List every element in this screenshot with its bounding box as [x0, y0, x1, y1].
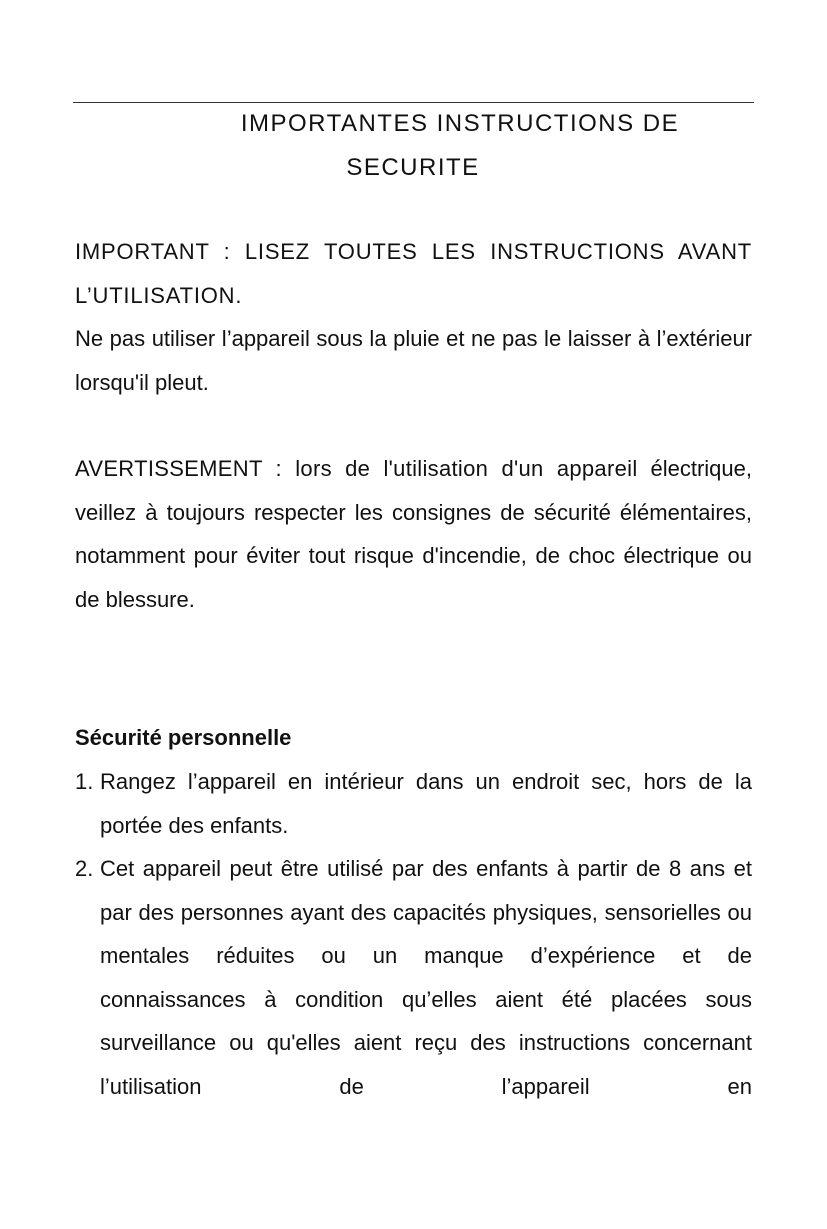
personal-safety-heading: Sécurité personnelle [75, 725, 292, 750]
page-title-line-1: IMPORTANTES INSTRUCTIONS DE [240, 110, 680, 137]
list-item-text: Cet appareil peut être utilisé par des enfants à partir de 8 ans et par des personnes ayant des capacités physiques, sensorielles ou mentales réduites ou un manque d’expérience et de connaissances à condition qu’elles aient été placées sous surveillance ou qu'elles aient reçu des instructions concernant l’utilisation de l’appareil en [100, 856, 752, 1099]
page-title-line-2: SECURITE [346, 154, 480, 181]
list-item-number: 2. [75, 856, 94, 881]
personal-safety-list [75, 760, 752, 1108]
important-notice-line-2: L’UTILISATION. [75, 282, 243, 308]
header-rule [73, 102, 754, 103]
list-item [75, 847, 752, 1108]
important-notice-line-1: IMPORTANT : LISEZ TOUTES LES INSTRUCTIONS AVANT [75, 239, 752, 264]
warning-text: électrique, veillez à toujours respecter les consignes de sécurité élémentaires, notamment pour éviter tout risque d'incendie, de choc électrique ou de blessure. [75, 456, 752, 612]
warning-paragraph [75, 447, 752, 621]
list-item-text: Rangez l’appareil en intérieur dans un endroit sec, hors de la portée des enfants. [100, 769, 752, 838]
rain-warning-paragraph: Ne pas utiliser l’appareil sous la pluie et ne pas le laisser à l’extérieur lorsqu'il pleut. [75, 326, 752, 395]
warning-label: AVERTISSEMENT : lors de l'utilisation d'un appareil [75, 456, 638, 481]
list-item-number: 1. [75, 769, 94, 794]
list-item [75, 760, 752, 847]
important-notice [75, 230, 752, 317]
